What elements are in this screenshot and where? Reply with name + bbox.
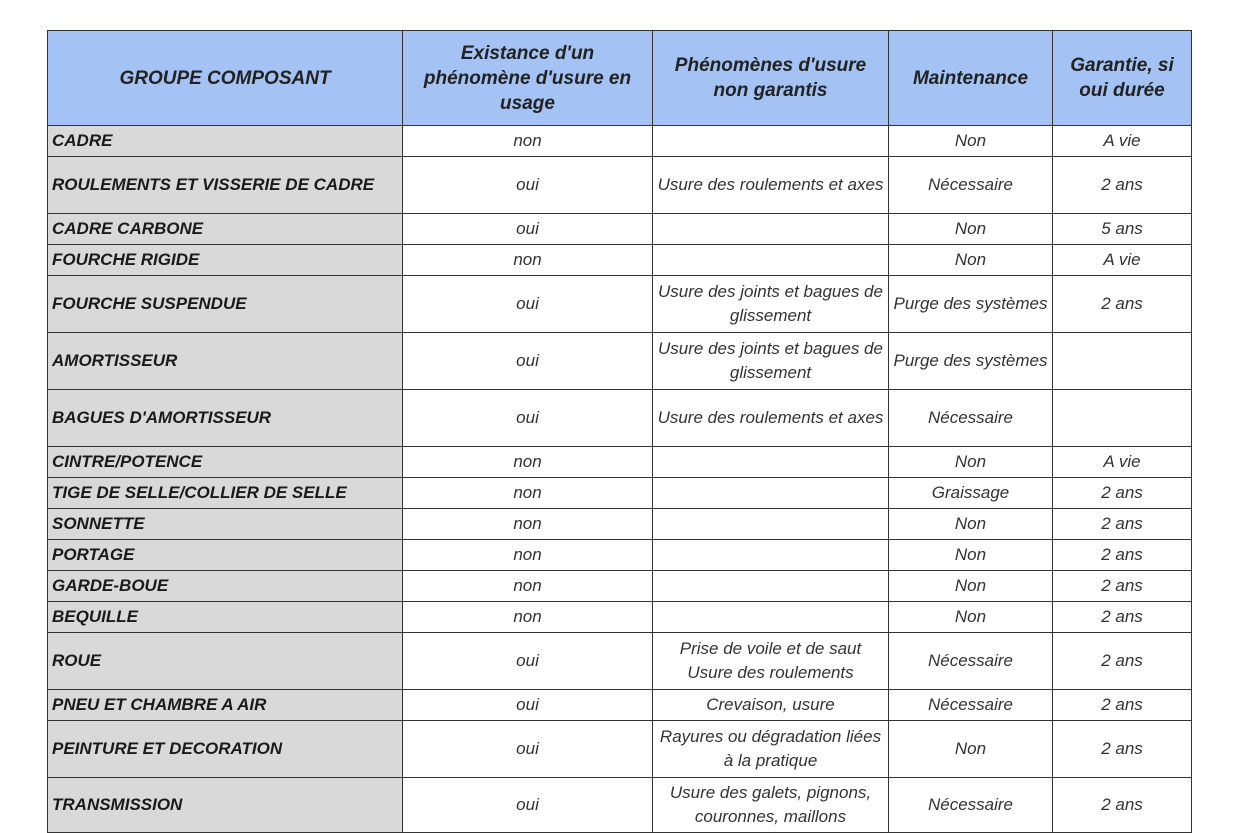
table-row [48,245,1192,276]
warranty-cell: 2 ans [1053,571,1192,602]
wear-cell: oui [403,633,653,690]
component-cell: ROUE [48,633,403,690]
warranty-cell: A vie [1053,126,1192,157]
table-row [48,778,1192,833]
maintenance-cell: Purge des systèmes [889,333,1053,390]
component-cell: ROULEMENTS ET VISSERIE DE CADRE [48,157,403,214]
component-cell: AMORTISSEUR [48,333,403,390]
component-cell: GARDE-BOUE [48,571,403,602]
component-cell: FOURCHE RIGIDE [48,245,403,276]
maintenance-cell: Non [889,602,1053,633]
maintenance-cell: Non [889,571,1053,602]
maintenance-cell: Nécessaire [889,690,1053,721]
maintenance-cell: Non [889,214,1053,245]
component-cell: TRANSMISSION [48,778,403,833]
component-cell: PORTAGE [48,540,403,571]
maintenance-cell: Nécessaire [889,633,1053,690]
warranty-cell [1053,333,1192,390]
component-cell: FOURCHE SUSPENDUE [48,276,403,333]
not-covered-cell [653,509,889,540]
not-covered-cell: Usure des joints et bagues de glissement [653,276,889,333]
wear-cell: oui [403,333,653,390]
wear-cell: oui [403,157,653,214]
table-row [48,447,1192,478]
maintenance-cell: Graissage [889,478,1053,509]
table-row [48,478,1192,509]
maintenance-cell: Purge des systèmes [889,276,1053,333]
header-wear-in-use: Existance d'un phénomène d'usure en usage [403,31,653,126]
wear-cell: oui [403,690,653,721]
warranty-cell: A vie [1053,245,1192,276]
not-covered-cell: Crevaison, usure [653,690,889,721]
component-cell: CADRE CARBONE [48,214,403,245]
not-covered-cell [653,478,889,509]
maintenance-cell: Non [889,126,1053,157]
wear-cell: non [403,478,653,509]
not-covered-cell: Usure des galets, pignons, couronnes, maillons [653,778,889,833]
table-row [48,276,1192,333]
table-row [48,333,1192,390]
not-covered-cell: Rayures ou dégradation liées à la pratique [653,721,889,778]
component-cell: BEQUILLE [48,602,403,633]
header-warranty: Garantie, si oui durée [1053,31,1192,126]
table-row [48,633,1192,690]
wear-cell: non [403,509,653,540]
warranty-cell: 2 ans [1053,778,1192,833]
wear-cell: oui [403,721,653,778]
table-row [48,157,1192,214]
warranty-cell: 2 ans [1053,721,1192,778]
warranty-cell: 2 ans [1053,633,1192,690]
maintenance-cell: Non [889,447,1053,478]
component-cell: CADRE [48,126,403,157]
not-covered-cell: Usure des joints et bagues de glissement [653,333,889,390]
table-row [48,721,1192,778]
table-row [48,126,1192,157]
table-row [48,540,1192,571]
header-maintenance: Maintenance [889,31,1053,126]
warranty-cell: A vie [1053,447,1192,478]
warranty-cell: 2 ans [1053,690,1192,721]
maintenance-cell: Non [889,540,1053,571]
warranty-cell: 2 ans [1053,157,1192,214]
header-component: GROUPE COMPOSANT [48,31,403,126]
not-covered-cell [653,126,889,157]
maintenance-cell: Non [889,509,1053,540]
table-row [48,509,1192,540]
maintenance-cell: Nécessaire [889,390,1053,447]
wear-cell: non [403,540,653,571]
wear-cell: non [403,447,653,478]
not-covered-cell [653,602,889,633]
warranty-cell: 2 ans [1053,540,1192,571]
not-covered-cell [653,447,889,478]
not-covered-cell [653,571,889,602]
warranty-cell: 5 ans [1053,214,1192,245]
component-cell: PNEU ET CHAMBRE A AIR [48,690,403,721]
maintenance-cell: Non [889,245,1053,276]
maintenance-cell: Nécessaire [889,778,1053,833]
warranty-cell: 2 ans [1053,602,1192,633]
wear-cell: non [403,602,653,633]
table-row [48,390,1192,447]
warranty-cell: 2 ans [1053,276,1192,333]
not-covered-cell [653,540,889,571]
header-row [48,31,1192,126]
wear-cell: oui [403,276,653,333]
table-body [48,126,1192,833]
wear-cell: non [403,126,653,157]
table-row [48,602,1192,633]
component-cell: PEINTURE ET DECORATION [48,721,403,778]
maintenance-cell: Non [889,721,1053,778]
wear-cell: oui [403,778,653,833]
table-header [48,31,1192,126]
wear-cell: oui [403,390,653,447]
not-covered-cell [653,245,889,276]
table-row [48,690,1192,721]
maintenance-cell: Nécessaire [889,157,1053,214]
wear-cell: non [403,571,653,602]
table-row [48,214,1192,245]
not-covered-cell: Usure des roulements et axes [653,390,889,447]
not-covered-cell [653,214,889,245]
component-cell: BAGUES D'AMORTISSEUR [48,390,403,447]
wear-cell: oui [403,214,653,245]
table-row [48,571,1192,602]
not-covered-cell: Prise de voile et de saut Usure des roulements [653,633,889,690]
component-cell: SONNETTE [48,509,403,540]
header-wear-not-covered: Phénomènes d'usure non garantis [653,31,889,126]
warranty-cell [1053,390,1192,447]
wear-cell: non [403,245,653,276]
warranty-cell: 2 ans [1053,509,1192,540]
not-covered-cell: Usure des roulements et axes [653,157,889,214]
warranty-table [47,30,1192,833]
component-cell: CINTRE/POTENCE [48,447,403,478]
warranty-cell: 2 ans [1053,478,1192,509]
component-cell: TIGE DE SELLE/COLLIER DE SELLE [48,478,403,509]
